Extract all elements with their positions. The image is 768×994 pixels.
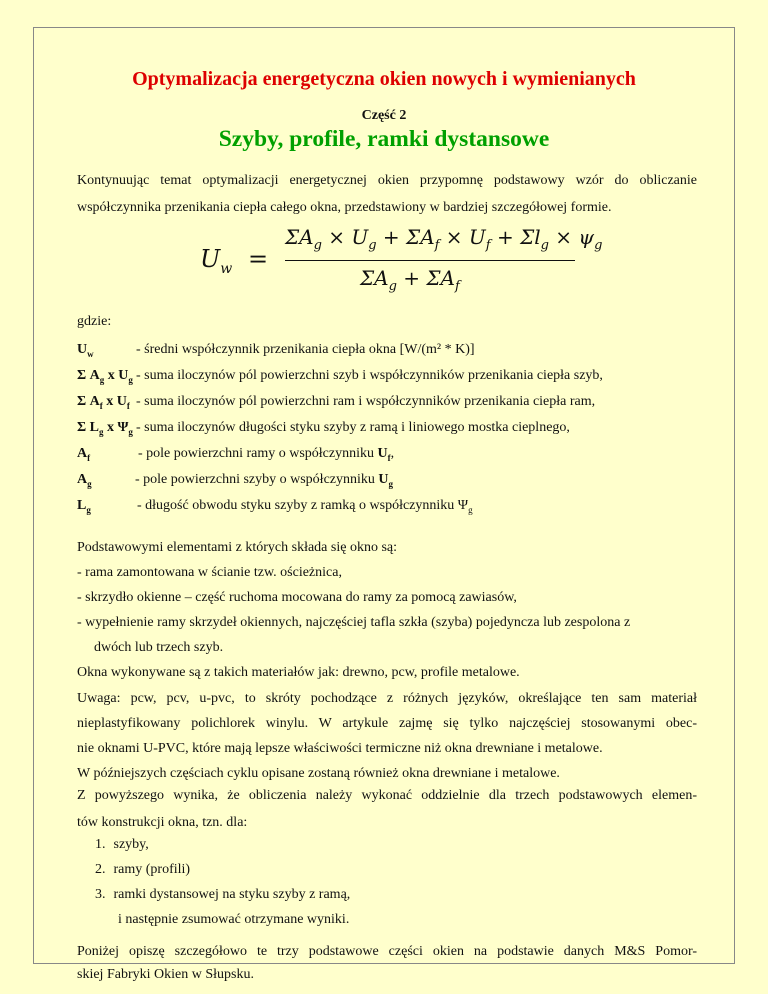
intro-line: Kontynuując temat optymalizacji energetycznej okien przypomnę podstawowy wzór do obliczanie	[77, 173, 697, 188]
definition-row	[77, 467, 707, 493]
page-title: Optymalizacja energetyczna okien nowych i wymienianych	[132, 68, 636, 90]
definition-symbol: Σ $A_g$ x $U_g$	[77, 368, 133, 385]
list-item: 2. ramy (profili)	[95, 862, 191, 877]
definition-row	[77, 493, 707, 519]
part-label: Część 2	[361, 108, 407, 123]
text-line: Podstawowymi elementami z których składa się okno są:	[77, 540, 397, 555]
note-paragraph	[77, 686, 697, 786]
definition-text: - suma iloczynów pól powierzchni szyb i współczynników przenikania ciepła szyb,	[136, 368, 603, 383]
fraction-bar	[285, 260, 575, 261]
intro-paragraph	[77, 167, 697, 221]
calc-paragraph	[77, 782, 697, 836]
text-line: nie oknami U-PVC, które mają lepsze właściwości termiczne niż okna drewniane i metalowe.	[77, 741, 603, 756]
definition-symbol: $A_f$	[77, 446, 91, 463]
text-line: - rama zamontowana w ścianie tzw. ościeżnica,	[77, 565, 342, 580]
definition-symbol: Σ $L_g$ x $\Psi_g$	[77, 420, 133, 437]
text-line: - wypełnienie ramy skrzydeł okiennych, najczęściej tafla szkła (szyba) pojedyncza lub zespolona z	[77, 615, 631, 630]
u-value-formula	[200, 225, 603, 303]
formula-denominator: $\Sigma A_g + \Sigma A_f$	[360, 266, 460, 294]
definition-row	[77, 415, 707, 441]
definition-text: - pole powierzchni ramy o współczynniku $U_f$,	[138, 446, 395, 463]
definition-text: - pole powierzchni szyby o współczynniku $U_g$	[135, 472, 394, 489]
where-label: gdzie:	[77, 314, 112, 329]
text-line: Poniżej opiszę szczegółowo te trzy podstawowe części okien na podstawie danych M&S Pomor-	[77, 944, 697, 959]
list-item: 3. ramki dystansowej na styku szyby z ramą,	[95, 887, 351, 902]
text-line: W późniejszych częściach cyklu opisane zostaną również okna drewniane i metalowe.	[77, 766, 560, 781]
text-line: tów konstrukcji okna, tzn. dla:	[77, 815, 248, 830]
list-item: 1. szyby,	[95, 837, 149, 852]
text-line: Okna wykonywane są z takich materiałów jak: drewno, pcw, profile metalowe.	[77, 665, 520, 680]
definition-text: - średni współczynnik przenikania ciepła okna [W/(m² * K)]	[136, 342, 475, 357]
closing-paragraph	[77, 940, 697, 986]
definition-row	[77, 363, 707, 389]
formula-lhs: $U_w$	[200, 245, 233, 277]
text-line: Uwaga: pcw, pcv, u-pvc, to skróty pochodzące z różnych języków, określające ten sam materiał	[77, 691, 697, 706]
page-subtitle: Szyby, profile, ramki dystansowe	[218, 126, 550, 152]
definition-text: - suma iloczynów pól powierzchni ram i współczynników przenikania ciepła ram,	[136, 394, 596, 409]
list-tail: i następnie zsumować otrzymane wyniki.	[118, 912, 350, 927]
definition-row	[77, 389, 707, 415]
text-line: - skrzydło okienne – część ruchoma mocowana do ramy za pomocą zawiasów,	[77, 590, 517, 605]
definition-symbol: $A_g$	[77, 472, 92, 489]
text-line: dwóch lub trzech szyb.	[94, 640, 224, 655]
definition-row	[77, 441, 707, 467]
elements-paragraph	[77, 535, 697, 685]
text-line: skiej Fabryki Okien w Słupsku.	[77, 967, 254, 982]
text-line: Z powyższego wynika, że obliczenia należy wykonać oddzielnie dla trzech podstawowych elemen-	[77, 788, 697, 803]
definition-symbol: $L_g$	[77, 498, 91, 515]
definition-row	[77, 337, 707, 363]
text-line: nieplastyfikowany polichlorek winylu. W artykule zajmę się tylko najczęściej stosowanymi obec-	[77, 716, 697, 731]
intro-line: współczynnika przenikania ciepła całego okna, przedstawiony w bardziej szczegółowej formie.	[77, 200, 612, 215]
definition-symbol: Σ $A_f$ x $U_f$	[77, 394, 130, 411]
formula-numerator: $\Sigma A_g \times U_g + \Sigma A_f \times U_f + \Sigma l_g \times \psi_g$	[285, 225, 603, 253]
formula-equals: =	[248, 245, 269, 273]
definition-text: - długość obwodu styku szyby z ramką o współczynniku $\Psi_g$	[137, 498, 473, 515]
definition-symbol: $U_w$	[77, 342, 94, 359]
definition-text: - suma iloczynów długości styku szyby z ramą i liniowego mostka cieplnego,	[136, 420, 570, 435]
